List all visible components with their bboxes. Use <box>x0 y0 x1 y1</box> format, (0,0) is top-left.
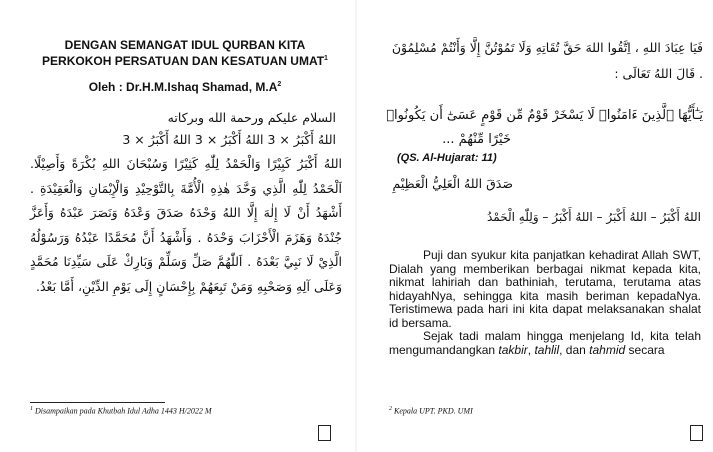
page-number-placeholder <box>318 425 331 441</box>
footnote <box>389 406 473 416</box>
author-footnote-marker: 2 <box>277 81 282 88</box>
arabic-opening-paragraph: اللهُ أَكْبَرُ كَبِيْرًا وَالْحَمْدُ لِلّٰهِ كَثِيْرًا وَسُبْحَانَ اللهِ بُكْرَةً وَأَصِيْلًا. اَلْحَمْدُ لِلّٰهِ الَّذِي وَحَّدَ هٰذِهِ الْأُمَّةَ بِالتَّوْحِيْدِ وَالْإِيْمَانِ وَالْعَقِيْدَةِ . أَشْهَدُ أَنْ لَا إِلٰهَ إِلَّا اللهُ وَحْدَهُ صَدَقَ وَعْدَهُ وَنَصَرَ عَبْدَهُ وَأَعَزَّ جُنْدَهُ وَهَزَمَ الْأَحْزَابَ وَحْدَهُ . وَأَشْهَدُ أَنَّ مُحَمَّدًا عَبْدُهُ وَرَسُوْلُهُ الَّذِيْ لَا نَبِيَّ بَعْدَهُ . اَللّٰهُمَّ صَلِّ وَسَلِّمْ وَبَارِكْ عَلَى سَيِّدِنَا مُحَمَّدٍ وَعَلَى آلِهِ وَصَحْبِهِ وَمَنْ تَبِعَهُمْ بِإِحْسَانٍ إِلَى يَوْمِ الدِّيْنِ، أَمَّا بَعْدُ. <box>30 156 342 294</box>
arabic-qala-line: . قَالَ اللهُ تَعَالَى : <box>614 66 703 81</box>
author-text: Oleh : Dr.H.M.Ishaq Shamad, M.A <box>88 80 278 94</box>
quran-reference: (QS. Al-Hujarat: 11) <box>397 152 497 164</box>
page-title <box>30 38 340 68</box>
arabic-takbir-short: اللهُ أَكْبَرُ – اللهُ أَكْبَرُ – اللهُ أَكْبَرُ – وَلِلّٰهِ الْحَمْدُ <box>486 210 701 224</box>
arabic-exhortation: فَيَا عِبَادَ اللهِ ، اِتَّقُوا اللهَ حَقَّ تُقَاتِهِ وَلَا تَمُوْتُنَّ إِلَّا وَأَنْتُمْ مُسْلِمُوْنَ <box>391 40 703 55</box>
page-number-placeholder <box>690 425 703 441</box>
sermon-body <box>389 249 701 357</box>
right-page <box>357 0 713 452</box>
title-text: DENGAN SEMANGAT IDUL QURBAN KITA PERKOKOH PERSATUAN DAN KESATUAN UMAT <box>42 38 325 68</box>
footnote-divider <box>30 402 165 403</box>
footnote-marker: 2 <box>389 406 392 412</box>
footnote-marker: 1 <box>30 406 33 412</box>
quran-verse-line-1: يَـٰٓأَيُّهَا ٱلَّذِينَ ءَامَنُوا۟ لَا يَسْخَرْ قَوْمٌ مِّن قَوْمٍ عَسَىٰٓ أَن يَكُونُوا۟ <box>386 108 703 123</box>
footnote-text: Kepala UPT. PKD. UMI <box>394 406 473 416</box>
arabic-greeting: السلام عليكم ورحمة الله وبركاته <box>167 110 336 125</box>
paragraph-2: Sejak tadi malam hingga menjelang Id, kita telah mengumandangkan takbir, tahlil, dan tahmid secara <box>389 329 701 357</box>
footnote <box>30 406 212 416</box>
quran-verse-line-2: خَيْرًا مِّنْهُمْ ... <box>442 132 511 147</box>
footnote-text: Disampaikan pada Khutbah Idul Adha 1443 H/2022 M <box>35 406 212 416</box>
author-line <box>30 80 340 94</box>
arabic-takbir-line: اللهُ أَكْبَرُ × 3 اللهُ أَكْبَرُ × 3 اللهُ أَكْبَرُ × 3 <box>122 132 336 147</box>
paragraph-1: Puji dan syukur kita panjatkan kehadirat Allah SWT, Dialah yang memberikan berbagai nikmat kepada kita, nikmat lahiriah dan bathiniah, terutama, terutama atas hidayahNya, sehingga kita masih beriman kepadaNya. Teristimewa pada hari ini kita dapat melaksanakan shalat id bersama. <box>389 248 701 330</box>
arabic-sadaqa: صَدَقَ اللهُ الْعَلِيُّ الْعَظِيْمِ <box>392 176 513 191</box>
left-page <box>0 0 356 452</box>
title-footnote-marker: 1 <box>324 55 328 62</box>
